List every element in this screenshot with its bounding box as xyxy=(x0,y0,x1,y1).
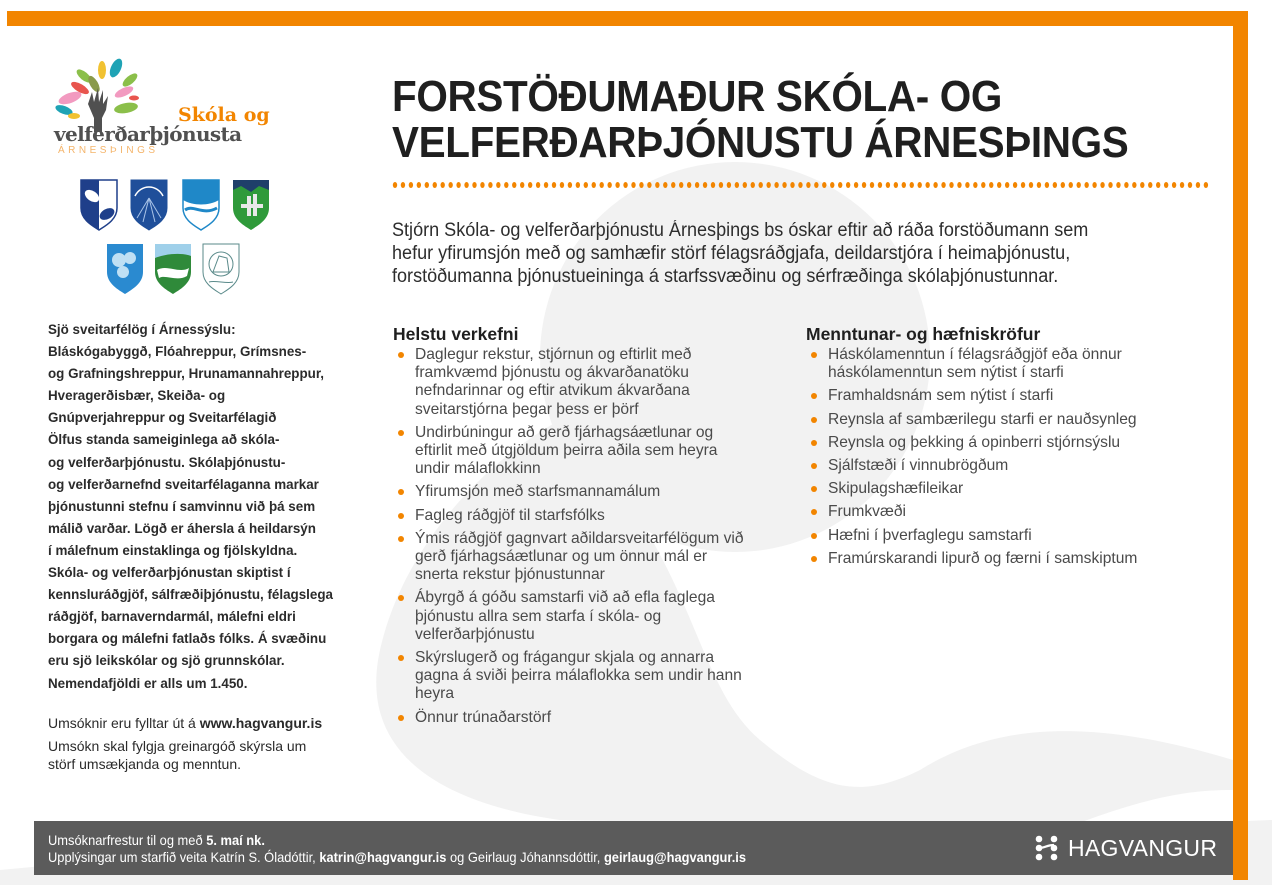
divider-dot xyxy=(910,182,914,188)
divider-dot xyxy=(1124,182,1128,188)
divider-dot xyxy=(687,182,691,188)
divider-dot xyxy=(552,182,556,188)
list-item xyxy=(393,424,753,479)
deadline-line xyxy=(48,832,265,849)
divider-dot xyxy=(1188,182,1192,188)
sidebar-line: og velferðarþjónustu. Skólaþjónustu- xyxy=(48,454,286,470)
divider-dot xyxy=(1204,182,1208,188)
divider-dot xyxy=(949,182,953,188)
list-item xyxy=(806,550,1186,568)
orange-frame-top xyxy=(7,11,1248,26)
list-item xyxy=(806,411,1186,429)
divider-dot xyxy=(401,182,405,188)
apply-note-line-1: Umsókn skal fylgja greinargóð skýrsla um xyxy=(48,737,307,754)
list-item-text: Skipulagshæfileikar xyxy=(828,480,964,498)
divider-dot xyxy=(1164,182,1168,188)
list-item xyxy=(393,649,753,704)
divider-dot xyxy=(1148,182,1152,188)
divider-dot xyxy=(989,182,993,188)
duties-section xyxy=(393,324,753,732)
divider-dot xyxy=(393,182,397,188)
bullet-icon xyxy=(811,463,817,469)
divider-dot xyxy=(480,182,484,188)
bullet-icon xyxy=(398,352,404,358)
contact-middle: og Geirlaug Jóhannsdóttir, xyxy=(446,849,604,865)
duties-heading: Helstu verkefni xyxy=(393,324,519,344)
list-item xyxy=(806,434,1186,452)
list-item-text: Hæfni í þverfaglegu samstarfi xyxy=(828,526,1032,544)
divider-dot xyxy=(878,182,882,188)
hagvangur-brand-name: HAGVANGUR xyxy=(1068,834,1218,861)
list-item-text: Skýrslugerð og frágangur skjala og annarra gagna á sviði þeirra málaflokka sem undir hann heyra xyxy=(415,649,742,703)
divider-dot xyxy=(1092,182,1096,188)
organization-logo xyxy=(50,58,300,158)
apply-prefix: Umsóknir eru fylltar út á xyxy=(48,714,200,731)
divider-dot xyxy=(1180,182,1184,188)
footer-bar xyxy=(34,821,1233,875)
email-link-katrin[interactable]: katrin@hagvangur.is xyxy=(319,849,447,865)
divider-dot xyxy=(1013,182,1017,188)
divider-dot xyxy=(886,182,890,188)
list-item xyxy=(393,589,753,644)
divider-dot xyxy=(997,182,1001,188)
divider-dot xyxy=(417,182,421,188)
bullet-icon xyxy=(398,536,404,542)
sidebar-line: Nemendafjöldi er alls um 1.450. xyxy=(48,675,248,691)
bullet-icon xyxy=(811,486,817,492)
divider-dot xyxy=(544,182,548,188)
divider-dot xyxy=(568,182,572,188)
apply-instructions xyxy=(48,713,338,733)
logo-line-1: Skóla og xyxy=(178,104,270,126)
email-link-geirlaug[interactable]: geirlaug@hagvangur.is xyxy=(603,849,747,865)
divider-dot xyxy=(766,182,770,188)
divider-dot xyxy=(894,182,898,188)
divider-dot xyxy=(941,182,945,188)
divider-dot xyxy=(814,182,818,188)
bullet-icon xyxy=(811,440,817,446)
divider-dot xyxy=(965,182,969,188)
divider-dot xyxy=(735,182,739,188)
list-item xyxy=(393,483,753,501)
divider-dot xyxy=(1045,182,1049,188)
dotted-divider xyxy=(392,180,1210,190)
divider-dot xyxy=(957,182,961,188)
divider-dot xyxy=(973,182,977,188)
sidebar-line: og Grafningshreppur, Hrunamannahreppur, xyxy=(48,366,325,382)
divider-dot xyxy=(862,182,866,188)
divider-dot xyxy=(719,182,723,188)
list-item xyxy=(806,503,1186,521)
divider-dot xyxy=(448,182,452,188)
title-line-2: VELFERÐARÞJÓNUSTU ÁRNESÞINGS xyxy=(392,118,1129,167)
divider-dot xyxy=(1069,182,1073,188)
divider-dot xyxy=(782,182,786,188)
divider-dot xyxy=(743,182,747,188)
list-item-text: Yfirumsjón með starfsmannamálum xyxy=(415,483,661,501)
blaskogabyggd-crest-icon xyxy=(81,180,117,230)
divider-dot xyxy=(1021,182,1025,188)
divider-dot xyxy=(727,182,731,188)
divider-dot xyxy=(671,182,675,188)
list-item xyxy=(393,507,753,525)
divider-dot xyxy=(1156,182,1160,188)
sidebar-line: Hveragerðisbær, Skeiða- og xyxy=(48,388,226,404)
bullet-icon xyxy=(398,715,404,721)
title-line-1: FORSTÖÐUMAÐUR SKÓLA- OG xyxy=(392,72,1002,121)
divider-dot xyxy=(830,182,834,188)
divider-dot xyxy=(854,182,858,188)
list-item-text: Sjálfstæði í vinnubrögðum xyxy=(828,457,1009,475)
divider-dot xyxy=(1116,182,1120,188)
sidebar-line: kennsluráðgjöf, sálfræðiþjónustu, félagslega xyxy=(48,587,333,603)
divider-dot xyxy=(560,182,564,188)
divider-dot xyxy=(607,182,611,188)
divider-dot xyxy=(806,182,810,188)
hrunamannahreppur-crest-icon xyxy=(233,180,269,230)
list-item-text: Undirbúningur að gerð fjárhagsáætlunar og eftirlit með útgjöldum þeirra aðila sem heyra undir málaflokkinn xyxy=(415,423,718,478)
duties-list xyxy=(393,346,753,727)
hagvangur-brand xyxy=(1034,835,1217,861)
divider-dot xyxy=(679,182,683,188)
floahreppur-crest-icon xyxy=(131,180,167,230)
bullet-icon xyxy=(811,509,817,515)
list-item-text: Ábyrgð á góðu samstarfi við að efla faglega þjónustu allra sem starfa í skóla- og velferðarþjónustu xyxy=(415,589,715,643)
divider-dot xyxy=(1196,182,1200,188)
divider-dot xyxy=(798,182,802,188)
divider-dot xyxy=(918,182,922,188)
divider-dot xyxy=(576,182,580,188)
divider-dot xyxy=(639,182,643,188)
divider-dot xyxy=(409,182,413,188)
bullet-icon xyxy=(811,352,817,358)
divider-dot xyxy=(433,182,437,188)
list-item-text: Háskólamenntun í félagsráðgjöf eða önnur háskólamenntun sem nýtist í starfi xyxy=(828,346,1122,382)
divider-dot xyxy=(663,182,667,188)
list-item xyxy=(806,480,1186,498)
divider-dot xyxy=(441,182,445,188)
list-item-text: Önnur trúnaðarstörf xyxy=(415,708,552,726)
divider-dot xyxy=(512,182,516,188)
sveitarfelagid-olfus-crest-icon xyxy=(203,244,239,294)
deadline-prefix: Umsóknarfrestur til og með xyxy=(48,832,207,848)
divider-dot xyxy=(822,182,826,188)
divider-dot xyxy=(695,182,699,188)
sidebar-line: í málefnum einstaklinga og fjölskyldna. xyxy=(48,542,298,558)
bullet-icon xyxy=(398,430,404,436)
intro-line-1: Stjórn Skóla- og velferðarþjónustu Árnesþings bs óskar eftir að ráða forstöðumann sem xyxy=(392,220,1089,241)
divider-dot xyxy=(472,182,476,188)
requirements-list xyxy=(806,346,1186,568)
divider-dot xyxy=(425,182,429,188)
list-item-text: Ýmis ráðgjöf gagnvart aðildarsveitarfélögum við gerð fjárhagsáætlunar og um önnur mál er snerta rekstur þjónustunnar xyxy=(415,529,744,584)
municipality-crests xyxy=(75,176,275,296)
divider-dot xyxy=(759,182,763,188)
hagvangur-logo-icon xyxy=(1034,835,1060,861)
list-item xyxy=(806,527,1186,545)
sidebar-line: ráðgjöf, barnaverndarmál, málefni eldri xyxy=(48,609,296,625)
divider-dot xyxy=(520,182,524,188)
grimsnes-grafningshreppur-crest-icon xyxy=(183,180,219,230)
divider-dot xyxy=(751,182,755,188)
bullet-icon xyxy=(811,556,817,562)
sidebar-line: málið varðar. Lögð er áhersla á heildarsýn xyxy=(48,520,316,536)
bullet-icon xyxy=(811,393,817,399)
sidebar-line: borgara og málefni fatlaðs fólks. Á svæðinu xyxy=(48,631,327,647)
divider-dot xyxy=(600,182,604,188)
divider-dot xyxy=(615,182,619,188)
list-item-text: Fagleg ráðgjöf til starfsfólks xyxy=(415,506,605,524)
divider-dot xyxy=(838,182,842,188)
divider-dot xyxy=(902,182,906,188)
bullet-icon xyxy=(398,513,404,519)
sidebar-line: Ölfus standa sameiginlega að skóla- xyxy=(48,432,280,448)
orange-frame-right xyxy=(1233,11,1248,880)
list-item-text: Frumkvæði xyxy=(828,503,906,521)
sidebar-line: Bláskógabyggð, Flóahreppur, Grímsnes- xyxy=(48,344,307,360)
contact-line xyxy=(48,849,746,866)
divider-dot xyxy=(925,182,929,188)
divider-dot xyxy=(1053,182,1057,188)
list-item-text: Framhaldsnám sem nýtist í starfi xyxy=(828,387,1054,405)
divider-dot xyxy=(1140,182,1144,188)
list-item-text: Reynsla og þekking á opinberri stjórnsýslu xyxy=(828,433,1121,451)
divider-dot xyxy=(981,182,985,188)
divider-dot xyxy=(456,182,460,188)
hveragerdisbaer-crest-icon xyxy=(107,244,143,294)
divider-dot xyxy=(623,182,627,188)
skeida-gnupverjahreppur-crest-icon xyxy=(155,244,191,294)
page-title xyxy=(392,74,1146,166)
divider-dot xyxy=(1061,182,1065,188)
divider-dot xyxy=(1029,182,1033,188)
divider-dot xyxy=(1108,182,1112,188)
bullet-icon xyxy=(398,655,404,661)
divider-dot xyxy=(592,182,596,188)
deadline-date: 5. maí nk. xyxy=(206,832,265,848)
divider-dot xyxy=(655,182,659,188)
divider-dot xyxy=(1037,182,1041,188)
intro-paragraph xyxy=(392,219,1181,288)
divider-dot xyxy=(504,182,508,188)
divider-dot xyxy=(488,182,492,188)
list-item-text: Framúrskarandi lipurð og færni í samskiptum xyxy=(828,549,1138,567)
divider-dot xyxy=(703,182,707,188)
list-item xyxy=(393,346,753,419)
bullet-icon xyxy=(398,489,404,495)
divider-dot xyxy=(1005,182,1009,188)
logo-line-3: ÁRNESÞINGS xyxy=(58,145,159,156)
divider-dot xyxy=(870,182,874,188)
requirements-heading: Menntunar- og hæfniskröfur xyxy=(806,324,1041,344)
list-item xyxy=(393,709,753,727)
list-item xyxy=(393,530,753,585)
sidebar-line: Skóla- og velferðarþjónustan skiptist í xyxy=(48,565,291,581)
divider-dot xyxy=(1077,182,1081,188)
divider-dot xyxy=(631,182,635,188)
intro-line-2: hefur yfirumsjón með og samhæfir störf félagsráðgjafa, deildarstjóra í heimaþjónustu, xyxy=(392,243,1071,264)
list-item-text: Daglegur rekstur, stjórnun og eftirlit með framkvæmd þjónustu og ákvarðanatöku nefndarinnar og eftir atvikum ákvarðana sveitarstjórna þegar þess er þörf xyxy=(415,346,692,418)
contact-prefix: Upplýsingar um starfið veita Katrín S. Óladóttir, xyxy=(48,849,320,865)
sidebar-line: eru sjö leikskólar og sjö grunnskólar. xyxy=(48,653,285,669)
divider-dot xyxy=(711,182,715,188)
divider-dot xyxy=(1132,182,1136,188)
divider-dot xyxy=(584,182,588,188)
divider-dot xyxy=(528,182,532,188)
sidebar-line: Gnúpverjahreppur og Sveitarfélagið xyxy=(48,410,277,426)
divider-dot xyxy=(846,182,850,188)
divider-dot xyxy=(933,182,937,188)
list-item xyxy=(806,346,1186,382)
divider-dot xyxy=(647,182,651,188)
sidebar-line: þjónustunni stefnu í samvinnu við þá sem xyxy=(48,498,316,514)
apply-note-line-2: störf umsækjanda og menntun. xyxy=(48,755,241,772)
list-item xyxy=(806,387,1186,405)
divider-dot xyxy=(1172,182,1176,188)
divider-dot xyxy=(790,182,794,188)
list-item-text: Reynsla af sambærilegu starfi er nauðsynleg xyxy=(828,410,1137,428)
bullet-icon xyxy=(811,417,817,423)
sidebar-line: og velferðarnefnd sveitarfélaganna markar xyxy=(48,476,319,492)
bullet-icon xyxy=(398,595,404,601)
sidebar-line: Sjö sveitarfélög í Árnessýslu: xyxy=(48,322,236,337)
divider-dot xyxy=(1100,182,1104,188)
requirements-section xyxy=(806,324,1186,573)
divider-dot xyxy=(536,182,540,188)
intro-line-3: forstöðumanna þjónustueininga á starfssvæðinu og sérfræðinga skólaþjónustunnar. xyxy=(392,266,1059,287)
bullet-icon xyxy=(811,533,817,539)
sidebar-description xyxy=(48,319,338,773)
logo-line-2: velferðarþjónusta xyxy=(54,122,242,146)
divider-dot xyxy=(496,182,500,188)
apply-link[interactable]: www.hagvangur.is xyxy=(199,714,323,731)
divider-dot xyxy=(464,182,468,188)
divider-dot xyxy=(1084,182,1088,188)
divider-dot xyxy=(774,182,778,188)
list-item xyxy=(806,457,1186,475)
